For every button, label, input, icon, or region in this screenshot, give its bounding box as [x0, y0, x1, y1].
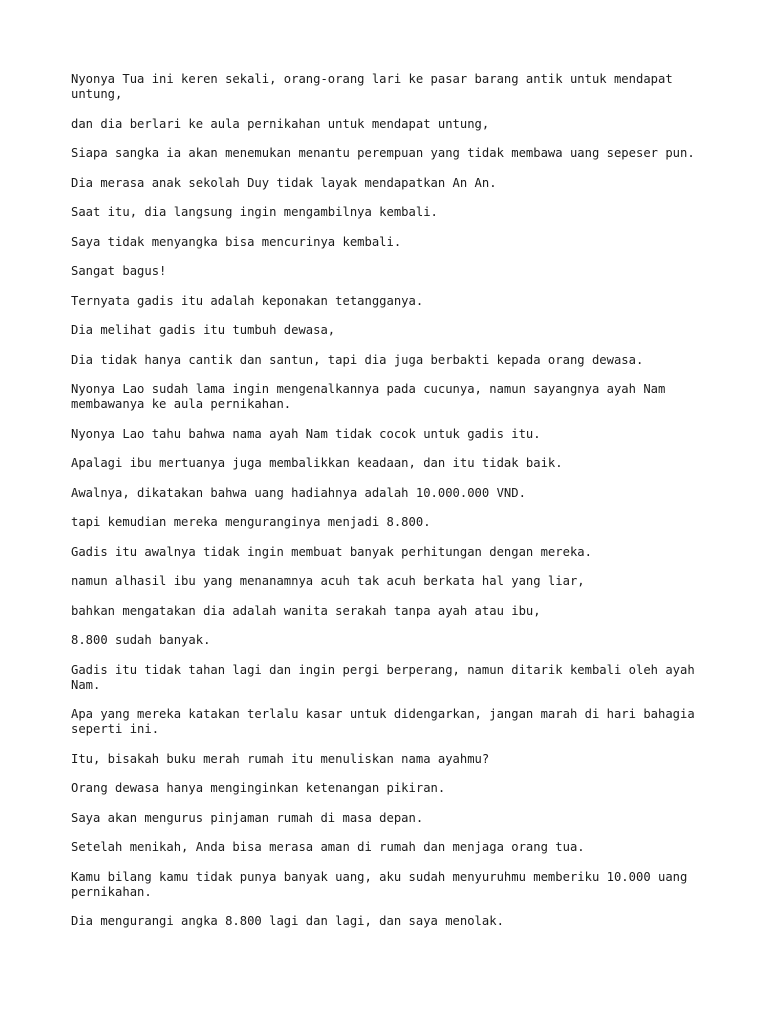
- paragraph: Saya akan mengurus pinjaman rumah di masa depan.: [71, 810, 424, 825]
- paragraph: Nyonya Tua ini keren sekali, orang-orang lari ke pasar barang antik untuk mendapat untung,: [71, 72, 681, 101]
- paragraph: Apa yang mereka katakan terlalu kasar untuk didengarkan, jangan marah di hari bahagia seperti ini.: [71, 707, 703, 736]
- paragraph: Gadis itu awalnya tidak ingin membuat banyak perhitungan dengan mereka.: [71, 544, 592, 559]
- paragraph: Kamu bilang kamu tidak punya banyak uang, aku sudah menyuruhmu memberiku 10.000 uang pernikahan.: [71, 869, 695, 899]
- document-body: [71, 72, 701, 944]
- paragraph: Saya tidak menyangka bisa mencurinya kembali.: [71, 234, 402, 249]
- paragraph: namun alhasil ibu yang menanamnya acuh tak acuh berkata hal yang liar,: [71, 574, 585, 588]
- paragraph: Siapa sangka ia akan menemukan menantu perempuan yang tidak membawa uang sepeser pun.: [71, 146, 695, 160]
- paragraph: Dia tidak hanya cantik dan santun, tapi dia juga berbakti kepada orang dewasa.: [71, 352, 644, 367]
- paragraph: bahkan mengatakan dia adalah wanita serakah tanpa ayah atau ibu,: [71, 603, 541, 618]
- paragraph: Orang dewasa hanya menginginkan ketenangan pikiran.: [71, 781, 446, 795]
- paragraph: tapi kemudian mereka menguranginya menjadi 8.800.: [71, 515, 431, 529]
- paragraph: Dia melihat gadis itu tumbuh dewasa,: [71, 323, 336, 337]
- paragraph: Gadis itu tidak tahan lagi dan ingin pergi berperang, namun ditarik kembali oleh ayah Nam.: [71, 662, 703, 692]
- paragraph: Sangat bagus!: [71, 264, 167, 278]
- paragraph: Nyonya Lao tahu bahwa nama ayah Nam tidak cocok untuk gadis itu.: [71, 426, 541, 441]
- paragraph: Itu, bisakah buku merah rumah itu menuliskan nama ayahmu?: [71, 751, 490, 766]
- paragraph: 8.800 sudah banyak.: [71, 633, 211, 647]
- paragraph: Awalnya, dikatakan bahwa uang hadiahnya adalah 10.000.000 VND.: [71, 485, 526, 500]
- paragraph: Dia mengurangi angka 8.800 lagi dan lagi, dan saya menolak.: [71, 914, 504, 928]
- paragraph: Nyonya Lao sudah lama ingin mengenalkannya pada cucunya, namun sayangnya ayah Nam membawanya ke aula pernikahan.: [71, 382, 673, 411]
- paragraph: Saat itu, dia langsung ingin mengambilnya kembali.: [71, 205, 438, 219]
- paragraph: Dia merasa anak sekolah Duy tidak layak mendapatkan An An.: [71, 175, 497, 190]
- paragraph: dan dia berlari ke aula pernikahan untuk mendapat untung,: [71, 116, 490, 131]
- paragraph: Ternyata gadis itu adalah keponakan tetangganya.: [71, 293, 424, 308]
- paragraph: Apalagi ibu mertuanya juga membalikkan keadaan, dan itu tidak baik.: [71, 456, 563, 470]
- paragraph: Setelah menikah, Anda bisa merasa aman di rumah dan menjaga orang tua.: [71, 840, 585, 854]
